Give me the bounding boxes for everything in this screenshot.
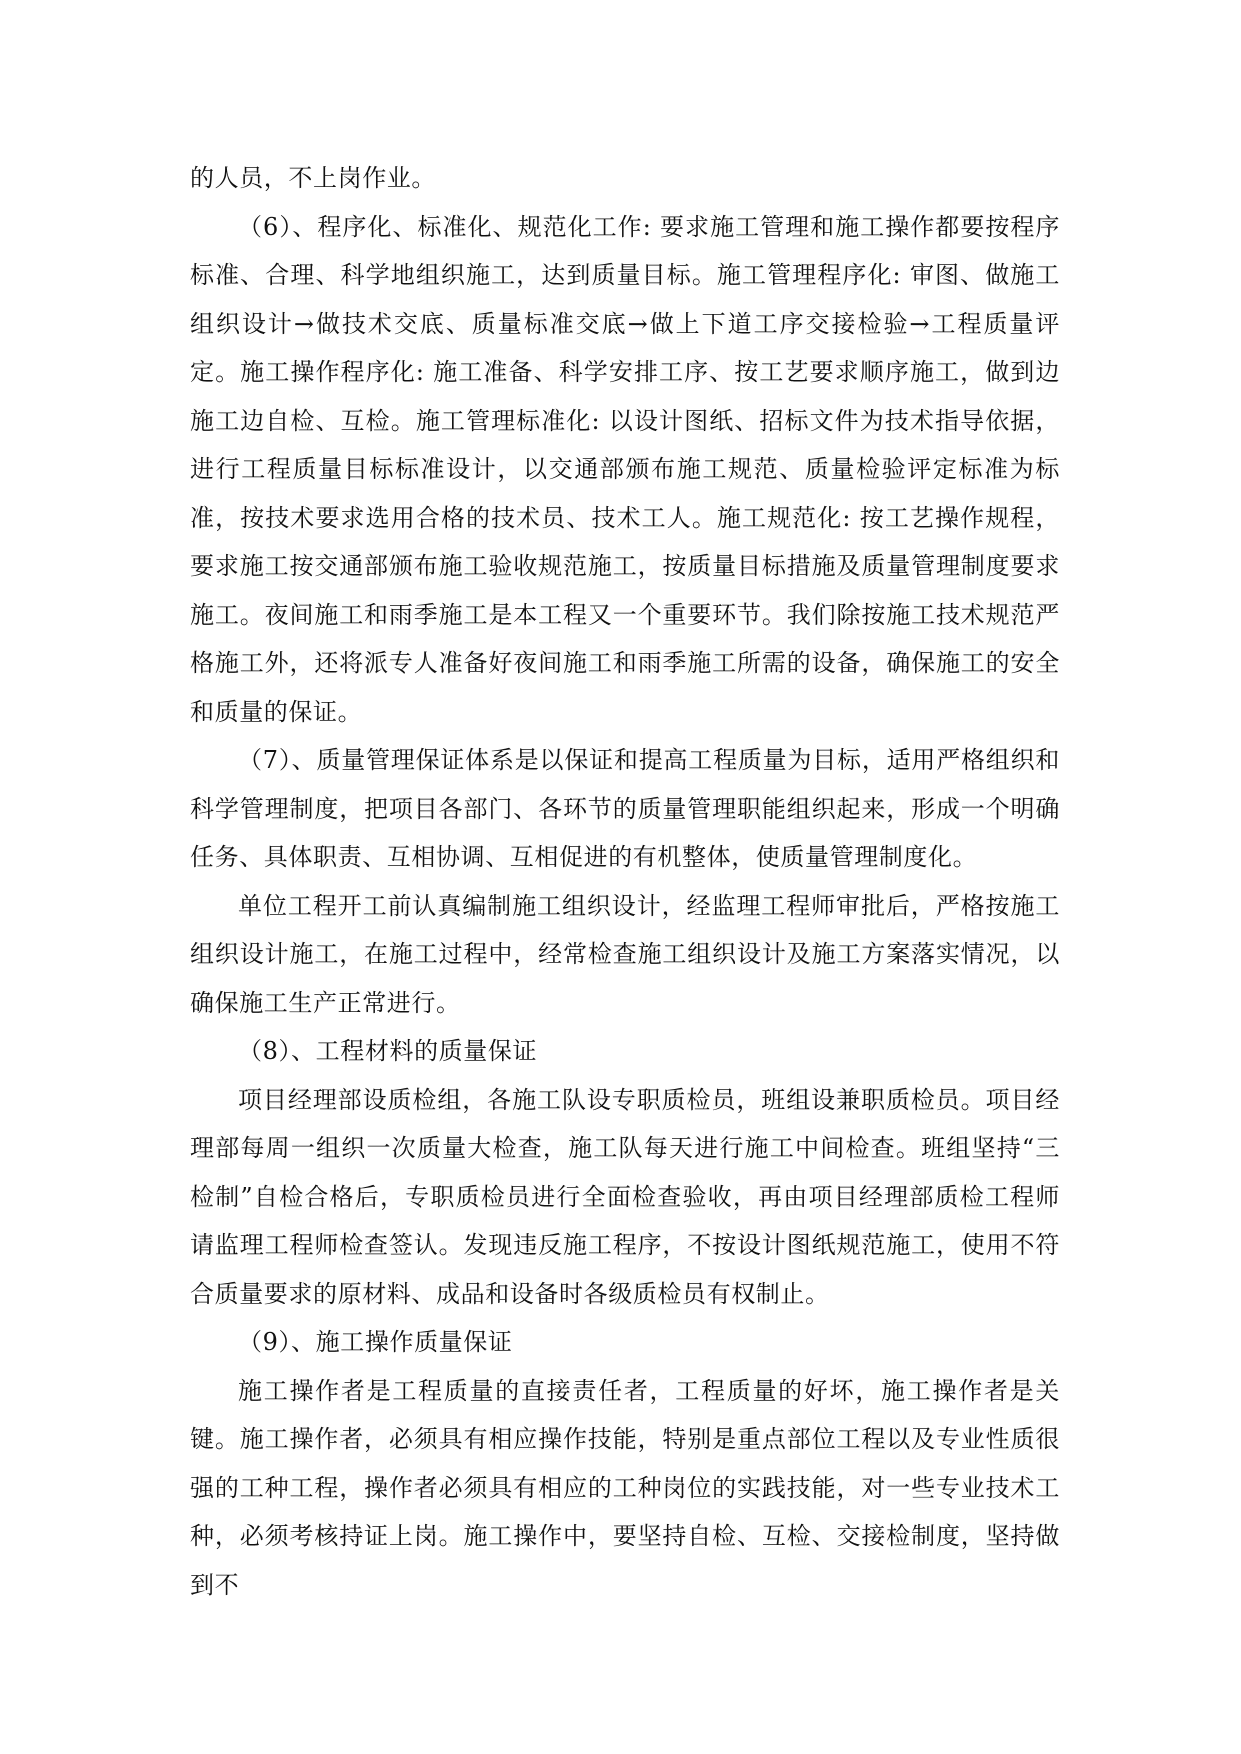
paragraph-material-quality: 项目经理部设质检组，各施工队设专职质检员，班组设兼职质检员。项目经理部每周一组织一次质量大检查，施工队每天进行施工中间检查。班组坚持“三检制”自检合格后，专职质检员进行全面检查验收，再由项目经理部质检工程师请监理工程师检查签认。发现违反施工程序，不按设计图纸规范施工，使用不符合质量要求的原材料、成品和设备时各级质检员有权制止。: [190, 1085, 1060, 1308]
paragraph-section-6: （6）、程序化、标准化、规范化工作: 要求施工管理和施工操作都要按程序标准、合理、科学地组织施工，达到质量目标。施工管理程序化: 审图、做施工组织设计→做技术交底、质量标准交底→做上下道工序交接检验→工程质量评定。施工操作程序化: 施工准备、科学安排工序、按工艺要求顺序施工，做到边施工边自检、互检。施工管理标准化: 以设计图纸、招标文件为技术指导依据，进行工程质量目标标准设计，以交通部颁布施工规范、质量检验评定标准为标准，按技术要求选用合格的技术员、技术工人。施工规范化: 按工艺操作规程，要求施工按交通部颁布施工验收规范施工，按质量目标措施及质量管理制度要求施工。夜间施工和雨季施工是本工程又一个重要环节。我们除按施工技术规范严格施工外，还将派专人准备好夜间施工和雨季施工所需的设备，确保施工的安全和质量的保证。: [190, 212, 1060, 726]
paragraph-continuation: 的人员，不上岗作业。: [190, 164, 436, 192]
paragraph-construction-organization: 单位工程开工前认真编制施工组织设计，经监理工程师审批后，严格按施工组织设计施工，在施工过程中，经常检查施工组织设计及施工方案落实情况，以确保施工生产正常进行。: [190, 891, 1060, 1017]
document-body: [190, 154, 1060, 1609]
paragraph-operation-quality: 施工操作者是工程质量的直接责任者，工程质量的好坏，施工操作者是关键。施工操作者，必须具有相应操作技能，特别是重点部位工程以及专业性质很强的工种工程，操作者必须具有相应的工种岗位的实践技能，对一些专业技术工种，必须考核持证上岗。施工操作中，要坚持自检、互检、交接检制度，坚持做到不: [190, 1376, 1060, 1599]
heading-section-8: （8）、工程材料的质量保证: [238, 1037, 538, 1065]
heading-section-9: （9）、施工操作质量保证: [238, 1328, 513, 1356]
paragraph-section-7: （7）、质量管理保证体系是以保证和提高工程质量为目标，适用严格组织和科学管理制度，把项目各部门、各环节的质量管理职能组织起来，形成一个明确任务、具体职责、互相协调、互相促进的有机整体，使质量管理制度化。: [190, 746, 1060, 871]
